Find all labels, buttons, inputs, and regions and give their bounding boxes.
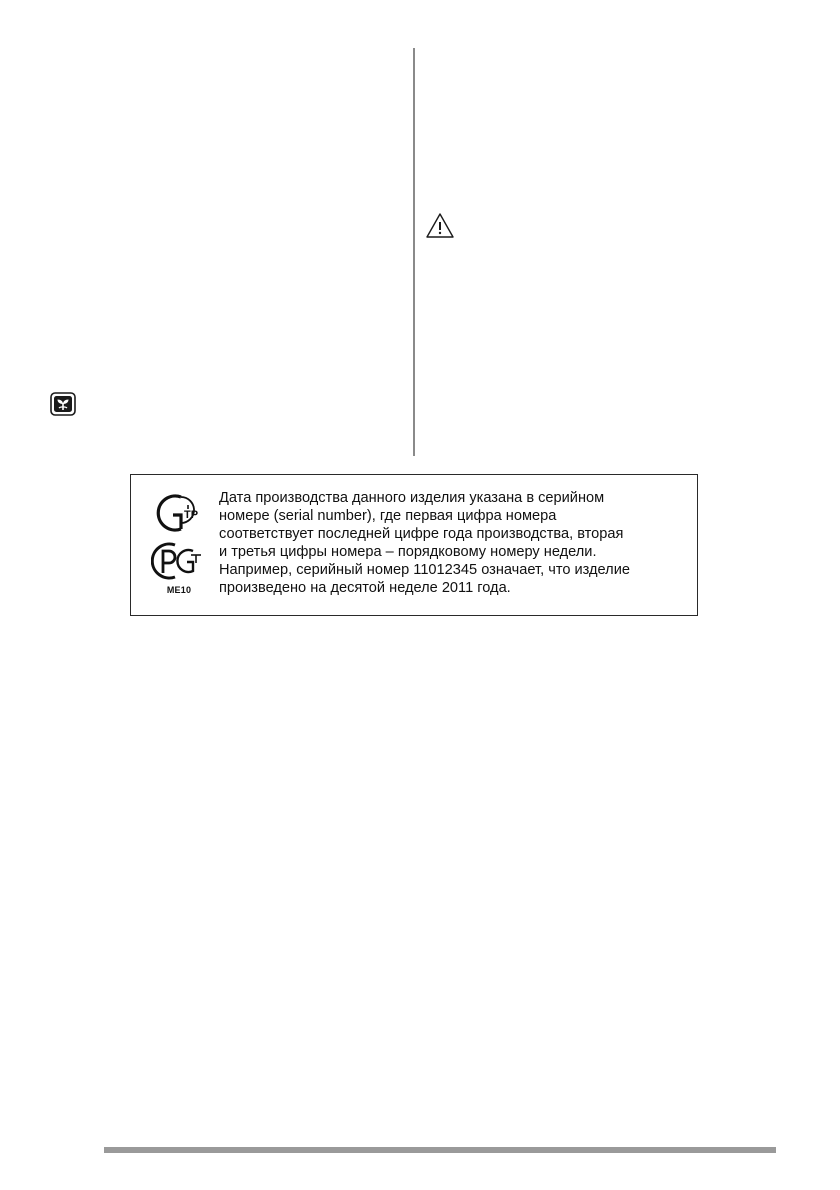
notice-line: номере (serial number), где первая цифра номера <box>219 508 557 524</box>
pct-certification-icon <box>151 539 207 583</box>
gost-tr-certification-icon <box>151 491 207 535</box>
notice-line: Например, серийный номер 11012345 означает, что изделие <box>219 562 630 578</box>
column-divider <box>413 48 415 456</box>
notice-line: Дата производства данного изделия указана в серийном <box>219 490 605 506</box>
certification-notice-text <box>219 489 689 597</box>
certification-notice <box>130 474 698 616</box>
warning-triangle-icon <box>425 212 455 240</box>
certification-marks <box>151 491 207 605</box>
environment-plant-icon <box>50 392 76 416</box>
notice-line: произведено на десятой неделе 2011 года. <box>219 580 511 596</box>
svg-text:ТР: ТР <box>184 509 199 521</box>
certification-mark-code: ME10 <box>166 585 192 595</box>
notice-line: и третья цифры номера – порядковому номеру недели. <box>219 544 597 560</box>
notice-line: соответствует последней цифре года производства, вторая <box>219 526 624 542</box>
footer-rule <box>104 1147 776 1153</box>
